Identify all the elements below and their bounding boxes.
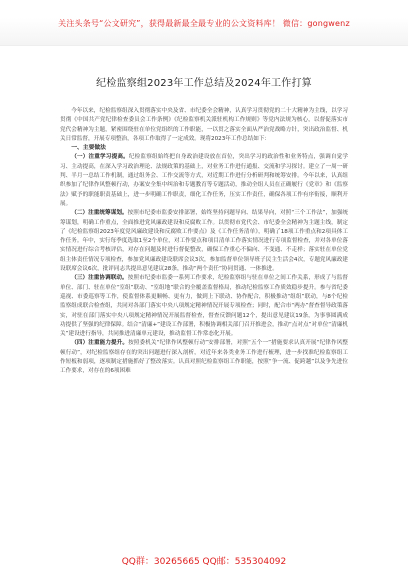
intro-paragraph: 今年以来，纪检监察组深入贯彻落实中央及省、市纪委全会精神，认真学习贯彻党的二十大精神为主线，以学习贯彻《中国共产党纪律检查委员会工作条例》《纪检监察机关派驻机构工作规则》等党内法规为核心，以督促落实市党代会精神为主题，紧密围绕驻在单位党组织的工作职能，一以贯之落实全面从严治党战略方针，突出政治监督、机关日常监督，开展专项整治，各项工作取得了一定成效。现将2023年工作总结如下： <box>60 108 348 142</box>
paragraph-coordination-text: 按照市纪委市监委一系列工作要求，纪检监察组与驻在单位之间工作关系，形成了与监督单位、部门、驻在单位“室组”联动、“室组地”联合的全覆盖监督格局，推动纪检监察工作质效稳步提升。参与省纪委巡视、市委巡察等工作，使监督体系更顺畅、更有力，做到上下联动、协作配合，积极推动“组组”联动，与8个纪检监察组成联合检查组，共同对各部门落实中央八项规定精神情况开展专项检查；同时，配合市“两办”督查督导政策落实，对驻在部门落实中央八项规定精神情况开展监督检查，督查反馈问题12个，提出意见建议19条，为事事圆满成功提供了坚强的纪律保障。结合“清廉+”建设工作部署，积极协调相关部门召开推进会，推动“点对点”对单位“清廉机关”建设进行指导，共同推进清廉单元建设，推动监督工作常态化开展。 <box>60 275 348 338</box>
paragraph-capability-lead: （四）注重能力提升。 <box>71 340 129 347</box>
section-heading-main-practices: 一、主要做法 <box>71 145 106 152</box>
paragraph-coordination <box>60 274 348 339</box>
footer-contact: QQ群：30265665 QQ邮：535304092 <box>121 557 287 567</box>
paragraph-study-lead: （一）注重学习提高。 <box>71 154 129 161</box>
document-title: 纪检监察组2023年工作总结及2024年工作打算 <box>96 78 312 89</box>
document <box>60 52 348 377</box>
footer <box>0 548 408 580</box>
document-body <box>60 107 348 377</box>
paragraph-capability-text: 按照委机关“纪律作风整顿行动”安排部署，对照“五个一”措施要求认真开展“纪律作风整顿行动”，对纪检监察组存在的突出问题进行深入剖析，对近年来各类业务工作进行梳理，进一步找准纪检监察组工作短板和弱项，逐项制定措施抓好了整改落实。认真对照纪检监察组工作职能，按照“争一流、促跨越”以及争先进位工作要求，对存在的6项困难 <box>60 340 348 375</box>
paragraph-planning <box>60 209 348 274</box>
paragraph-capability <box>60 339 348 376</box>
paragraph-study-text: 纪检监察组始终把自身政治建设放在首位，突出学习的政治性和业务特点，强调自觉学习、主动提高，在深入学习政治理论、法规政策的基础上，对业务工作进行通报、交流和学习探讨。建立了一周一研判、半月一总结工作机制，通过组务会、工作交流等方式，对近期工作进行分析研判和统筹安排。今年以来，认真组织参加了纪律作风整顿行动，办案安全集中纠治和专题教育等专题活动，推动全组人员在正确履行《党章》和《监察法》赋予的职能职责基础上，进一步明确工作职责，细化工作任务，压实工作责任，确保各项工作有序衔接，顺利开展。 <box>60 154 348 207</box>
paragraph-study <box>60 153 348 209</box>
paragraph-coordination-lead: （三）注重协调联动。 <box>71 275 128 282</box>
paragraph-planning-text: 按照市纪委市监委安排部署，始终坚持问题导向、结果导向，对照“三个工作法”，加强统筹谋划，明确工作重点，全面推进党风廉政建设和反腐败工作。以贯彻市党代会、市纪委全会精神为主题主线，制定了《纪检监察组2023年度党风廉政建设和反腐败工作要点》及《工作任务清单》，明确了18项工作重点和2项具体工作任务。年中，实行每季度选取1至2个单位，对工作要点和项目清单工作落实情况进行专项监督检查，并对各单位落实情况进行综合考核评估，对存在问题及时进行督促整改，确保工作重心不偏向、不变通、不走样；落实驻在单位党组主体责任情况专项检查，参加党风廉政建设联席会议3次，参加监督单位领导班子民主生活会4次，专题党风廉政建设联席会议6次，批评同志共提出意见建议28条，推动“两个责任”协同贯通、一体推进。 <box>60 210 348 273</box>
paragraph-planning-lead: （二）注重统筹谋划。 <box>71 210 128 217</box>
banner-text: 关注头条号“公文研究”，获得最新最全最专业的公文资料库！ 微信：gongwenz <box>58 19 350 28</box>
top-banner <box>0 0 408 46</box>
